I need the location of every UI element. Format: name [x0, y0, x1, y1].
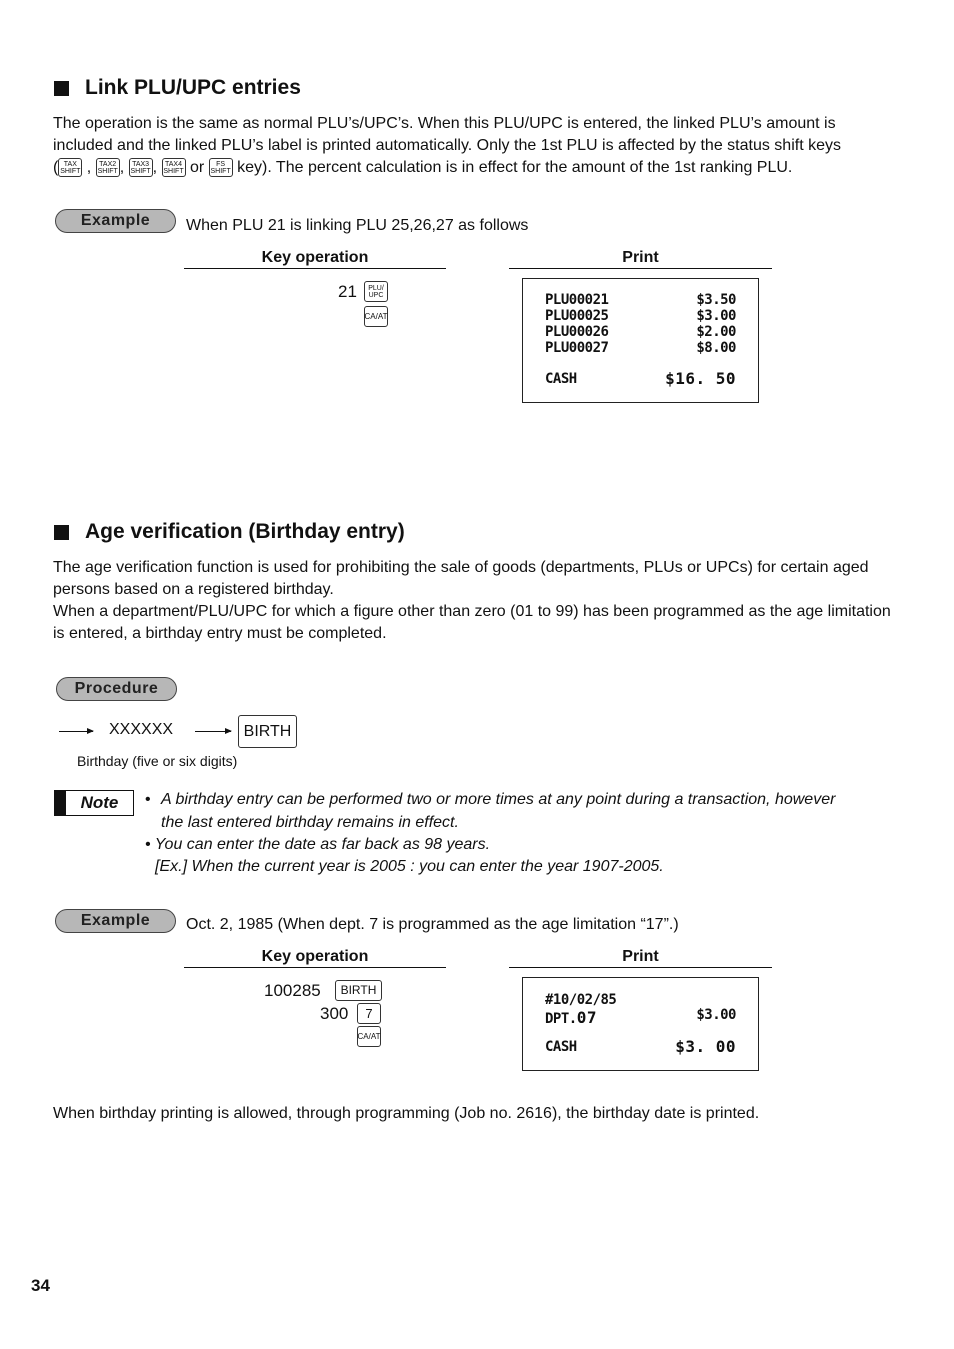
key-top: TAX2: [99, 160, 117, 168]
receipt-item-label: PLU00027: [545, 340, 609, 356]
key-bottom: SHIFT: [97, 167, 118, 175]
receipt-item-label: PLU00025: [545, 308, 609, 324]
receipt-dept-number: 07: [576, 1008, 597, 1027]
procedure-badge: Procedure: [56, 677, 177, 701]
example-description: Oct. 2, 1985 (When dept. 7 is programmed as the age limitation “17”.): [186, 916, 679, 933]
heading-square-icon: [54, 525, 69, 540]
tax2-shift-key-icon: [96, 158, 120, 177]
dept-7-key-icon: 7: [357, 1003, 381, 1024]
key-top: PLU/: [368, 284, 384, 292]
note-badge-label: Note: [80, 793, 119, 812]
tax4-shift-key-icon: [162, 158, 186, 177]
receipt-item-amount: $3.00: [696, 308, 736, 324]
print-header: Print: [509, 948, 772, 968]
or-text: or: [189, 159, 205, 176]
example-badge: Example: [55, 209, 176, 233]
procedure-caption: Birthday (five or six digits): [77, 753, 238, 769]
comma: ,: [119, 159, 125, 176]
receipt-item-amount: $8.00: [696, 340, 736, 356]
key-bottom: SHIFT: [60, 167, 81, 175]
description-text: The operation is the same as normal PLU’s/UPC’s. When this PLU/UPC is entered, the linked PLU’s amount is included and the linked PLU’s label is printed automatically. Only the 1st PLU is affected by the status shift keys: [53, 115, 841, 154]
note-badge-bar: [55, 791, 66, 815]
caat-key-icon: CA/AT: [357, 1026, 381, 1047]
procedure-entry: XXXXXX: [109, 721, 174, 738]
section-title: Link PLU/UPC entries: [85, 76, 301, 99]
section-heading-age-verification: [54, 520, 405, 544]
note-1-line-2: the last entered birthday remains in effect.: [161, 814, 459, 831]
receipt-total-label: CASH: [545, 371, 577, 387]
key-bottom: SHIFT: [130, 167, 151, 175]
receipt-birthday: #10/02/85: [545, 992, 617, 1008]
procedure-arrow-icon: [195, 731, 231, 732]
key-top: TAX3: [132, 160, 150, 168]
key-entry-amount: 300: [320, 1004, 349, 1023]
procedure-arrow-icon: [59, 731, 93, 732]
birth-key-icon: BIRTH: [335, 980, 382, 1001]
plu-upc-key-icon: [364, 281, 388, 302]
description-paragraph-1: The age verification function is used for prohibiting the sale of goods (departments, PLUs or UPCs) for certain aged persons based on a registered birthday.: [53, 559, 869, 598]
page-number: 34: [31, 1276, 50, 1295]
receipt-item-label: PLU00021: [545, 292, 609, 308]
tax3-shift-key-icon: [129, 158, 153, 177]
comma: ,: [152, 159, 158, 176]
print-header: Print: [509, 249, 772, 269]
description-text-end: key). The percent calculation is in effect for the amount of the 1st ranking PLU.: [237, 159, 793, 176]
receipt-item-amount: $3.50: [696, 292, 736, 308]
key-bottom: SHIFT: [210, 167, 231, 175]
receipt-age-verification: [522, 977, 759, 1071]
receipt-total-label: CASH: [545, 1039, 577, 1055]
receipt-dept-label: DPT.: [545, 1011, 577, 1027]
key-entry-21: 21: [338, 282, 357, 301]
key-bottom: UPC: [368, 291, 384, 299]
link-plu-description: [53, 113, 893, 179]
fs-shift-key-icon: [209, 158, 233, 177]
paren: (: [53, 159, 59, 176]
heading-square-icon: [54, 81, 69, 96]
key-top: TAX4: [164, 160, 182, 168]
receipt-item-amount: $2.00: [696, 324, 736, 340]
key-top: TAX: [63, 160, 77, 168]
key-top: FS: [216, 160, 226, 168]
receipt-link-plu: [522, 278, 759, 403]
note-2: • You can enter the date as far back as 98 years.: [145, 836, 491, 853]
note-1-line-1: A birthday entry can be performed two or more times at any point during a transaction, however: [161, 791, 836, 808]
note-3: [Ex.] When the current year is 2005 : you can enter the year 1907-2005.: [155, 858, 664, 875]
receipt-total-amount: $3. 00: [675, 1037, 736, 1056]
example-description: When PLU 21 is linking PLU 25,26,27 as follows: [186, 217, 529, 234]
age-verification-description: [53, 557, 893, 645]
receipt-item-label: PLU00026: [545, 324, 609, 340]
caat-key-icon: CA/AT: [364, 306, 388, 327]
key-operation-header: Key operation: [184, 948, 446, 968]
key-operation-header: Key operation: [184, 249, 446, 269]
section-heading-link-plu: [54, 76, 301, 100]
key-bottom: SHIFT: [163, 167, 184, 175]
example-badge: Example: [55, 909, 176, 933]
key-entry-birthday: 100285: [264, 981, 321, 1000]
section-title: Age verification (Birthday entry): [85, 520, 405, 543]
receipt-dept-line: [545, 1008, 597, 1027]
receipt-dept-amount: $3.00: [696, 1007, 736, 1023]
note-bullet: •: [145, 791, 151, 808]
receipt-total-amount: $16. 50: [665, 369, 736, 388]
birthday-printing-note: When birthday printing is allowed, through programming (Job no. 2616), the birthday date is printed.: [53, 1105, 760, 1122]
comma: ,: [86, 159, 92, 176]
birth-key-icon: BIRTH: [238, 715, 297, 748]
tax-shift-key-icon: [58, 158, 82, 177]
description-paragraph-2: When a department/PLU/UPC for which a figure other than zero (01 to 99) has been programmed as the age limitation is entered, a birthday entry must be completed.: [53, 603, 891, 642]
note-badge: [54, 790, 134, 816]
